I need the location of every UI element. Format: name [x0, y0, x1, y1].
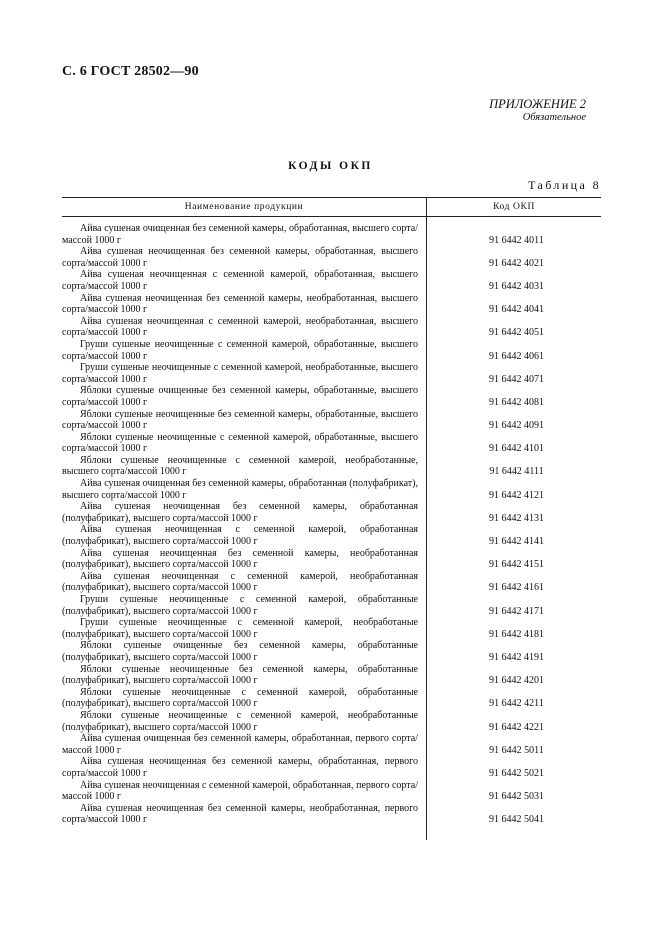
- product-name-cell: Айва сушеная неочищенная с семенной камерой, обработанная, первого сорта/массой 1000 г: [62, 779, 418, 803]
- table-row: [62, 780, 601, 803]
- okp-code-cell: 91 6442 4191: [489, 651, 544, 663]
- okp-code-cell: 91 6442 5021: [489, 767, 544, 779]
- okp-code-cell: 91 6442 4071: [489, 373, 544, 385]
- table-row: [62, 223, 601, 246]
- page-reference: С. 6 ГОСТ 28502—90: [62, 64, 199, 79]
- table-row: [62, 803, 601, 826]
- product-name-cell: Яблоки сушеные неочищенные с семенной камерой, обработанные (полуфабрикат), высшего сорта/массой 1000 г: [62, 686, 418, 710]
- okp-code-cell: 91 6442 4121: [489, 489, 544, 501]
- table-row: [62, 733, 601, 756]
- table-row: [62, 455, 601, 478]
- okp-code-cell: 91 6442 4021: [489, 257, 544, 269]
- appendix-block: [489, 98, 586, 124]
- product-name-cell: Яблоки сушеные неочищенные без семенной камеры, обработанные (полуфабрикат), высшего сорта/массой 1000 г: [62, 663, 418, 687]
- product-name-cell: Айва сушеная неочищенная без семенной камеры, необработанная, первого сорта/массой 1000 г: [62, 802, 418, 826]
- okp-code-cell: 91 6442 4131: [489, 512, 544, 524]
- appendix-note: Обязательное: [522, 112, 586, 123]
- okp-code-cell: 91 6442 4041: [489, 304, 544, 316]
- table-header: [62, 197, 601, 217]
- product-name-cell: Айва сушеная неочищенная без семенной камеры, необработанная, высшего сорта/массой 1000 г: [62, 292, 418, 316]
- table-row: [62, 524, 601, 547]
- product-name-cell: Груши сушеные неочищенные с семенной камерой, необработаные (полуфабрикат), высшего сорта/массой 1000 г: [62, 617, 418, 640]
- okp-code-cell: 91 6442 4031: [489, 280, 544, 292]
- okp-code-cell: 91 6442 5041: [489, 814, 544, 826]
- table-row: [62, 246, 601, 269]
- okp-table: [62, 197, 601, 826]
- okp-code-cell: 91 6442 4111: [489, 466, 544, 478]
- product-name-cell: Айва сушеная неочищенная без семенной камеры, обработанная, первого сорта/массой 1000 г: [62, 756, 418, 779]
- product-name-cell: Айва сушеная неочищенная с семенной камерой, обработанная (полуфабрикат), высшего сорта/массой 1000 г: [62, 524, 418, 548]
- table-row: [62, 756, 601, 779]
- product-name-cell: Яблоки сушеные неочищенные с семенной камерой, обработанные, высшего сорта/массой 1000 г: [62, 431, 418, 455]
- product-name-cell: Яблоки сушеные неочищенные с семенной камерой, необработанные, высшего сорта/массой 1000 г: [62, 454, 418, 478]
- document-title: КОДЫ ОКП: [288, 160, 373, 172]
- column-header-name: Наименование продукции: [62, 198, 427, 216]
- product-name-cell: Айва сушеная очищенная без семенной камеры, обработанная, первого сорта/массой 1000 г: [62, 733, 418, 756]
- appendix-label: ПРИЛОЖЕНИЕ 2: [489, 97, 586, 111]
- okp-code-cell: 91 6442 4171: [489, 605, 544, 617]
- product-name-cell: Яблоки сушеные очищенные без семенной камеры, обработанные (полуфабрикат), высшего сорта/массой 1000 г: [62, 640, 418, 663]
- table-row: [62, 293, 601, 316]
- product-name-cell: Груши сушеные неочищенные с семенной камерой, обработанные, высшего сорта/массой 1000 г: [62, 338, 418, 362]
- product-name-cell: Груши сушеные неочищенные с семенной камерой, необработанные, высшего сорта/массой 1000 г: [62, 362, 418, 385]
- product-name-cell: Айва сушеная неочищенная с семенной камерой, необработанная, высшего сорта/массой 1000 г: [62, 315, 418, 339]
- table-row: [62, 385, 601, 408]
- okp-code-cell: 91 6442 5031: [489, 791, 544, 803]
- product-name-cell: Айва сушеная неочищенная без семенной камеры, необработанная (полуфабрикат), высшего сорта/массой 1000 г: [62, 547, 418, 571]
- product-name-cell: Айва сушеная неочищенная без семенной камеры, обработанная (полуфабрикат), высшего сорта/массой 1000 г: [62, 501, 418, 524]
- table-row: [62, 617, 601, 640]
- okp-code-cell: 91 6442 4091: [489, 420, 544, 432]
- okp-code-cell: 91 6442 4061: [489, 350, 544, 362]
- product-name-cell: Яблоки сушеные очищенные без семенной камеры, обработанные, высшего сорта/массой 1000 г: [62, 385, 418, 408]
- okp-code-cell: 91 6442 4181: [489, 628, 544, 640]
- table-label: Таблица 8: [528, 178, 601, 192]
- okp-code-cell: 91 6442 4161: [489, 582, 544, 594]
- table-row: [62, 548, 601, 571]
- table-row: [62, 316, 601, 339]
- table-body: [62, 217, 601, 826]
- product-name-cell: Айва сушеная очищенная без семенной камеры, обработанная (полуфабрикат), высшего сорта/массой 1000 г: [62, 478, 418, 501]
- product-name-cell: Айва сушеная очищенная без семенной камеры, обработанная, высшего сорта/массой 1000 г: [62, 223, 418, 246]
- table-row: [62, 478, 601, 501]
- okp-code-cell: 91 6442 4211: [489, 698, 544, 710]
- table-row: [62, 594, 601, 617]
- table-row: [62, 339, 601, 362]
- okp-code-cell: 91 6442 4201: [489, 675, 544, 687]
- table-row: [62, 269, 601, 292]
- okp-code-cell: 91 6442 4011: [489, 234, 544, 246]
- product-name-cell: Айва сушеная неочищенная с семенной камерой, необработанная (полуфабрикат), высшего сорта/массой 1000 г: [62, 570, 418, 594]
- product-name-cell: Айва сушеная неочищенная с семенной камерой, обработанная, высшего сорта/массой 1000 г: [62, 269, 418, 292]
- column-header-code: Код ОКП: [493, 202, 535, 212]
- table-row: [62, 571, 601, 594]
- table-row: [62, 409, 601, 432]
- okp-code-cell: 91 6442 4081: [489, 396, 544, 408]
- product-name-cell: Айва сушеная неочищенная без семенной камеры, обработанная, высшего сорта/массой 1000 г: [62, 246, 418, 269]
- okp-code-cell: 91 6442 4151: [489, 559, 544, 571]
- okp-code-cell: 91 6442 5011: [489, 744, 544, 756]
- okp-code-cell: 91 6442 4101: [489, 443, 544, 455]
- table-row: [62, 640, 601, 663]
- table-row: [62, 432, 601, 455]
- okp-code-cell: 91 6442 4221: [489, 721, 544, 733]
- table-row: [62, 664, 601, 687]
- okp-code-cell: 91 6442 4051: [489, 327, 544, 339]
- okp-code-cell: 91 6442 4141: [489, 536, 544, 548]
- product-name-cell: Яблоки сушеные неочищенные с семенной камерой, необработанные (полуфабрикат), высшего сорта/массой 1000 г: [62, 709, 418, 733]
- table-row: [62, 687, 601, 710]
- table-row: [62, 362, 601, 385]
- table-row: [62, 501, 601, 524]
- product-name-cell: Груши сушеные неочищенные с семенной камерой, обработанные (полуфабрикат), высшего сорта/массой 1000 г: [62, 594, 418, 617]
- product-name-cell: Яблоки сушеные неочищенные без семенной камеры, обработанные, высшего сорта/массой 1000 г: [62, 408, 418, 432]
- table-row: [62, 710, 601, 733]
